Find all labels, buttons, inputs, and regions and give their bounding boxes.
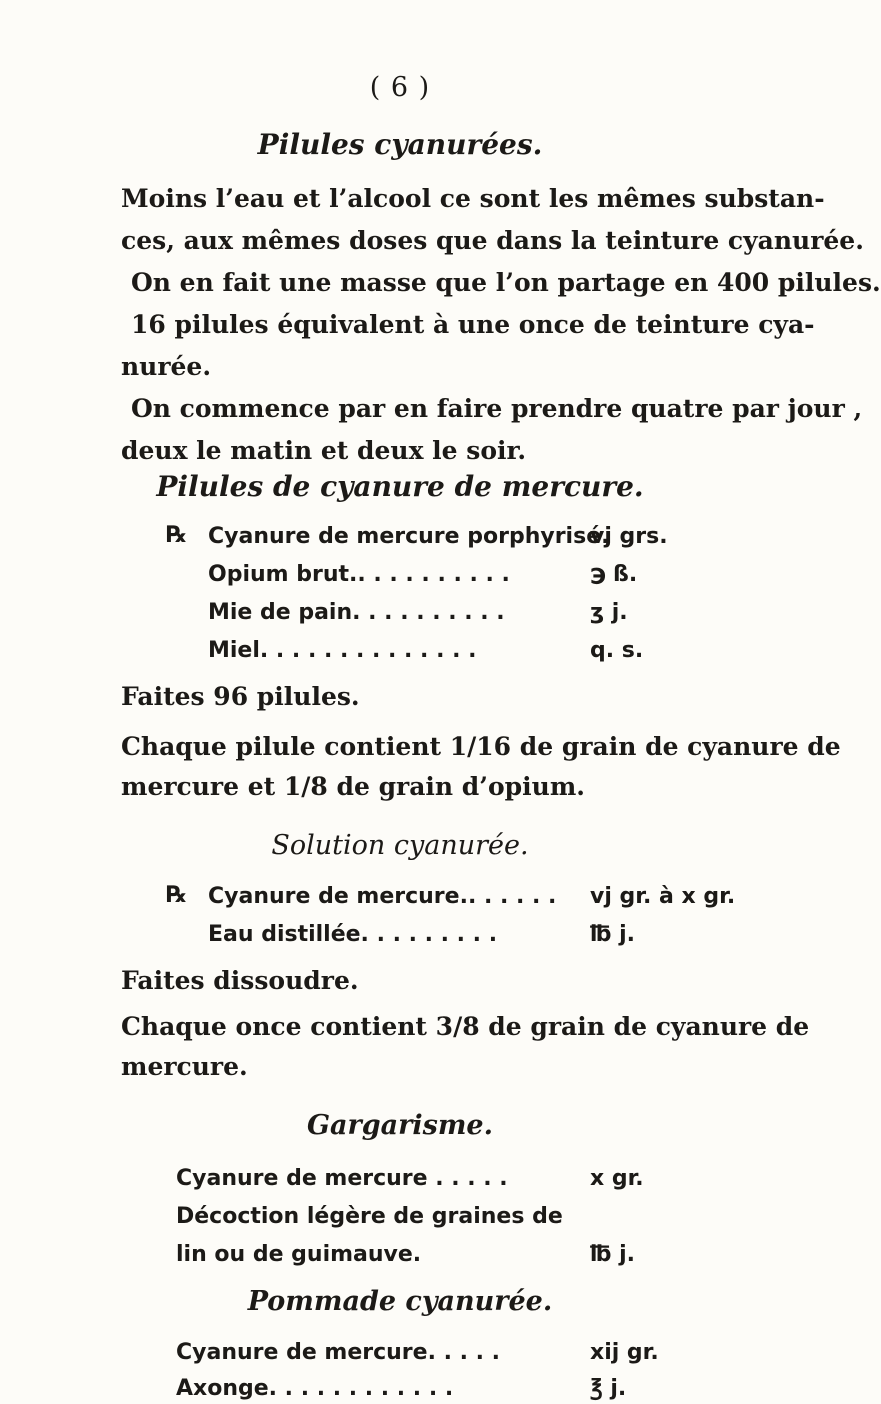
ingredient-name: Cyanure de mercure. . . . . bbox=[176, 1340, 501, 1365]
ingredient-name: lin ou de guimauve. bbox=[176, 1242, 422, 1267]
ingredient-dose: ʒ j. bbox=[590, 600, 628, 625]
instruction-text: Faites dissoudre. bbox=[121, 966, 359, 995]
section-title-solution-cyanuree: Solution cyanurée. bbox=[271, 830, 529, 861]
note-line: mercure et 1/8 de grain d’opium. bbox=[121, 772, 585, 801]
ingredient-dose: xij gr. bbox=[590, 1340, 659, 1365]
section-title-gargarisme: Gargarisme. bbox=[307, 1110, 493, 1141]
recipe-symbol-icon: ℞ bbox=[166, 882, 187, 908]
text-line: deux le matin et deux le soir. bbox=[121, 436, 527, 465]
note-line: Chaque pilule contient 1/16 de grain de cyanure de bbox=[121, 732, 841, 761]
note-line: Chaque once contient 3/8 de grain de cyanure de bbox=[121, 1012, 810, 1041]
text-line: 16 pilules équivalent à une once de teinture cya- bbox=[131, 310, 815, 339]
section-title-pommade-cyanuree: Pommade cyanurée. bbox=[247, 1286, 553, 1317]
text-line: On commence par en faire prendre quatre par jour , bbox=[131, 394, 863, 423]
instruction-text: Faites 96 pilules. bbox=[121, 682, 360, 711]
page-number: ( 6 ) bbox=[369, 72, 431, 103]
section-title-pilules-cyanure-mercure: Pilules de cyanure de mercure. bbox=[156, 470, 644, 503]
ingredient-name: Mie de pain. . . . . . . . . . bbox=[208, 600, 505, 625]
ingredient-dose: vj gr. à x gr. bbox=[590, 884, 736, 909]
ingredient-name: Opium brut.. . . . . . . . . . bbox=[208, 562, 510, 587]
ingredient-dose: x gr. bbox=[590, 1166, 644, 1191]
ingredient-name: Décoction légère de graines de bbox=[176, 1204, 563, 1229]
note-line: mercure. bbox=[121, 1052, 248, 1081]
ingredient-dose: ℥ j. bbox=[590, 1376, 627, 1401]
text-line: Moins l’eau et l’alcool ce sont les mêmes substan- bbox=[121, 184, 825, 213]
ingredient-dose: ℔ j. bbox=[590, 1242, 635, 1267]
text-line: ces, aux mêmes doses que dans la teinture cyanurée. bbox=[121, 226, 864, 255]
ingredient-name: Eau distillée. . . . . . . . . bbox=[208, 922, 498, 947]
ingredient-name: Miel. . . . . . . . . . . . . . bbox=[208, 638, 477, 663]
ingredient-dose: q. s. bbox=[590, 638, 644, 663]
ingredient-name: Cyanure de mercure . . . . . bbox=[176, 1166, 508, 1191]
ingredient-dose: ℔ j. bbox=[590, 922, 635, 947]
ingredient-dose: ℈ ß. bbox=[590, 562, 638, 587]
section1-paragraph bbox=[121, 178, 881, 472]
recipe-symbol-icon: ℞ bbox=[166, 522, 187, 548]
text-line: On en fait une masse que l’on partage en 400 pilules. bbox=[131, 268, 881, 297]
ingredient-name: Cyanure de mercure porphyrisé. bbox=[208, 524, 610, 549]
ingredient-name: Cyanure de mercure.. . . . . . bbox=[208, 884, 557, 909]
section-title-pilules-cyanurees: Pilules cyanurées. bbox=[257, 128, 543, 161]
ingredient-name: Axonge. . . . . . . . . . . . bbox=[176, 1376, 454, 1401]
ingredient-dose: vj grs. bbox=[590, 524, 668, 549]
text-line: nurée. bbox=[121, 352, 212, 381]
